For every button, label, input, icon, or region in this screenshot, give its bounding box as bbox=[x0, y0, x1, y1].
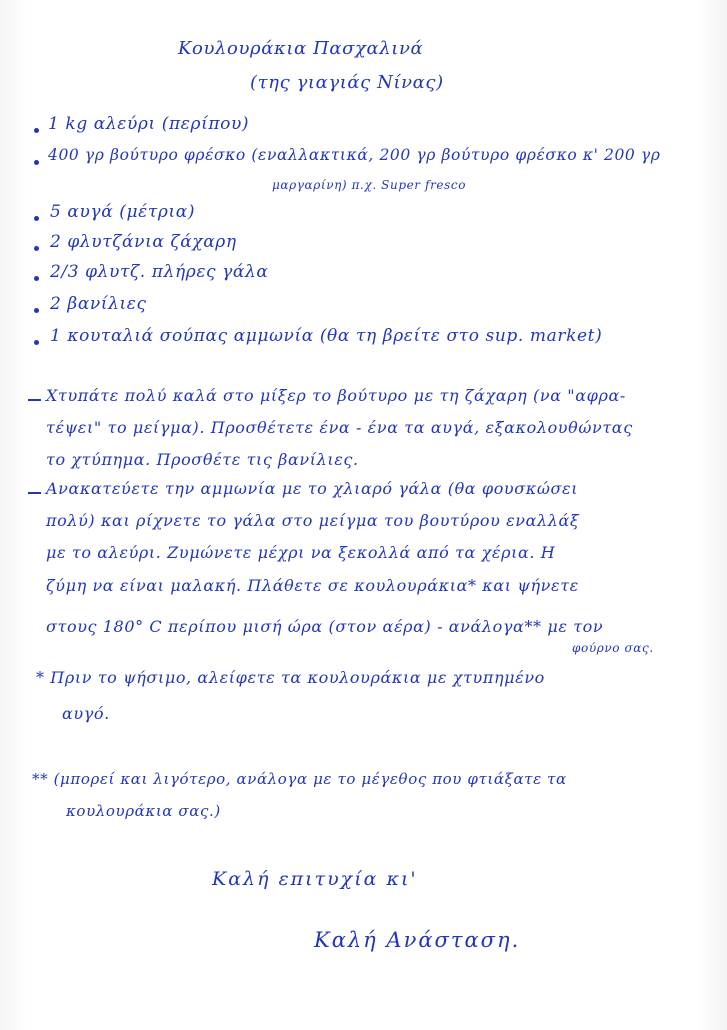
recipe-title: Κουλουράκια Πασχαλινά bbox=[178, 38, 424, 59]
bullet-icon bbox=[34, 340, 39, 345]
dash-marker bbox=[28, 492, 41, 494]
footnote-line: αυγό. bbox=[62, 704, 110, 723]
ingredient-item: 400 γρ βούτυρο φρέσκο (εναλλακτικά, 200 γρ βούτυρο φρέσκο κ' 200 γρ bbox=[48, 146, 661, 164]
bullet-icon bbox=[34, 128, 39, 133]
footnote-line: * Πριν το ψήσιμο, αλείφετε τα κουλουράκια με χτυπημένο bbox=[36, 668, 545, 687]
ingredient-item: 5 αυγά (μέτρια) bbox=[50, 202, 196, 222]
ingredient-item: 1 κουταλιά σούπας αμμωνία (θα τη βρείτε στο sup. market) bbox=[50, 326, 603, 346]
instruction-line: με το αλεύρι. Ζυμώνετε μέχρι να ξεκολλά από τα χέρια. Η bbox=[46, 543, 556, 562]
ingredient-item: 2 βανίλιες bbox=[50, 294, 147, 314]
recipe-subtitle: (της γιαγιάς Νίνας) bbox=[250, 72, 444, 93]
closing-signoff: Καλή Ανάσταση. bbox=[314, 928, 521, 952]
bullet-icon bbox=[34, 160, 39, 165]
ingredient-item-continuation: μαργαρίνη) π.χ. Super fresco bbox=[272, 178, 467, 192]
instruction-line: το χτύπημα. Προσθέτε τις βανίλιες. bbox=[46, 450, 359, 469]
bullet-icon bbox=[34, 276, 39, 281]
instruction-line: Χτυπάτε πολύ καλά στο μίξερ το βούτυρο με τη ζάχαρη (να "αφρα- bbox=[46, 386, 626, 405]
ingredient-item: 2 φλυτζάνια ζάχαρη bbox=[50, 232, 237, 252]
footnote-line: ** (μπορεί και λιγότερο, ανάλογα με το μέγεθος που φτιάξατε τα bbox=[32, 770, 567, 788]
dash-marker bbox=[28, 399, 41, 401]
footnote-line: κουλουράκια σας.) bbox=[66, 802, 221, 820]
bullet-icon bbox=[34, 246, 39, 251]
instruction-line: τέψει" το μείγμα). Προσθέτετε ένα - ένα τα αυγά, εξακολουθώντας bbox=[46, 418, 633, 437]
instruction-line: Ανακατεύετε την αμμωνία με το χλιαρό γάλα (θα φουσκώσει bbox=[46, 479, 579, 498]
closing-wish: Καλή επιτυχία κι' bbox=[212, 868, 418, 890]
bullet-icon bbox=[34, 308, 39, 313]
bullet-icon bbox=[34, 216, 39, 221]
ingredient-item: 1 kg αλεύρι (περίπου) bbox=[48, 114, 250, 134]
instruction-line: στους 180° C περίπου μισή ώρα (στον αέρα) - ανάλογα** με τον bbox=[46, 617, 604, 636]
ingredient-item: 2/3 φλυτζ. πλήρες γάλα bbox=[50, 262, 269, 282]
oven-note: φούρνο σας. bbox=[572, 641, 654, 655]
instruction-line: πολύ) και ρίχνετε το γάλα στο μείγμα του βουτύρου εναλλάξ bbox=[46, 511, 580, 530]
instruction-line: ζύμη να είναι μαλακή. Πλάθετε σε κουλουράκια* και ψήνετε bbox=[46, 576, 579, 595]
